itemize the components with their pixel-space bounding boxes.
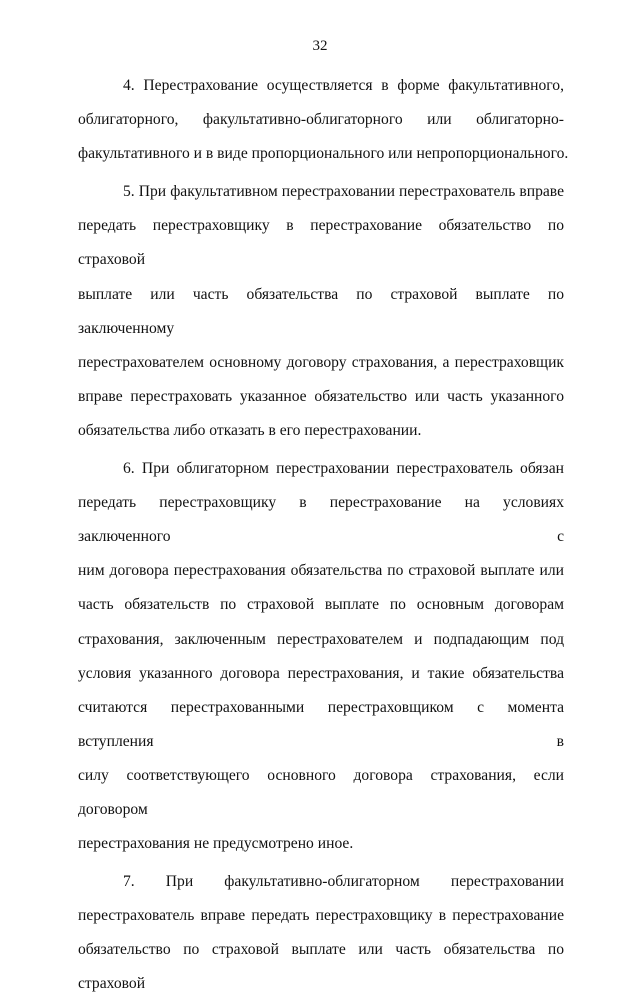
page-number: 32 [312, 38, 328, 54]
paragraph-7 [78, 865, 564, 1001]
text-line: облигаторного, факультативно-облигаторного или облигаторно- [78, 111, 564, 129]
text-line: передать перестраховщику в перестрахование на условиях заключенного с [78, 494, 564, 546]
text-line: 7. При факультативно-облигаторном перестраховании [123, 873, 564, 891]
text-line: условия указанного договора перестрахования, и такие обязательства [78, 664, 564, 682]
text-line: выплате или часть обязательства по страховой выплате по заключенному [78, 285, 564, 337]
text-line: 4. Перестрахование осуществляется в форме факультативного, [123, 77, 564, 94]
text-line: считаются перестрахованными перестраховщиком с момента вступления в [78, 698, 564, 750]
text-line: часть обязательств по страховой выплате по основным договорам [78, 596, 564, 614]
text-line: вправе перестраховать указанное обязательство или часть указанного [78, 387, 564, 405]
paragraph-6 [78, 452, 564, 861]
paragraph-4 [78, 69, 569, 171]
text-line: ним договора перестрахования обязательства по страховой выплате или [78, 562, 564, 580]
document-body [78, 69, 569, 1006]
text-line: обязательство по страховой выплате или часть обязательства по страховой [78, 941, 564, 993]
text-line: страхования, заключенным перестрахователем и подпадающим под [78, 630, 564, 648]
text-line: перестрахователем основному договору страхования, а перестраховщик [78, 353, 564, 371]
text-line: 6. При облигаторном перестраховании перестрахователь обязан [123, 460, 564, 478]
text-line: передать перестраховщику в перестрахование обязательство по страховой [78, 217, 564, 269]
text-line: силу соответствующего основного договора страхования, если договором [78, 766, 564, 818]
text-line: обязательства либо отказать в его перестраховании. [78, 421, 422, 439]
text-line: факультативного и в виде пропорционального или непропорционального. [78, 145, 569, 163]
text-line: перестрахователь вправе передать перестраховщику в перестрахование [78, 907, 564, 925]
text-line: перестрахования не предусмотрено иное. [78, 835, 354, 853]
paragraph-5 [78, 175, 564, 448]
text-line: 5. При факультативном перестраховании перестрахователь вправе [123, 183, 564, 201]
